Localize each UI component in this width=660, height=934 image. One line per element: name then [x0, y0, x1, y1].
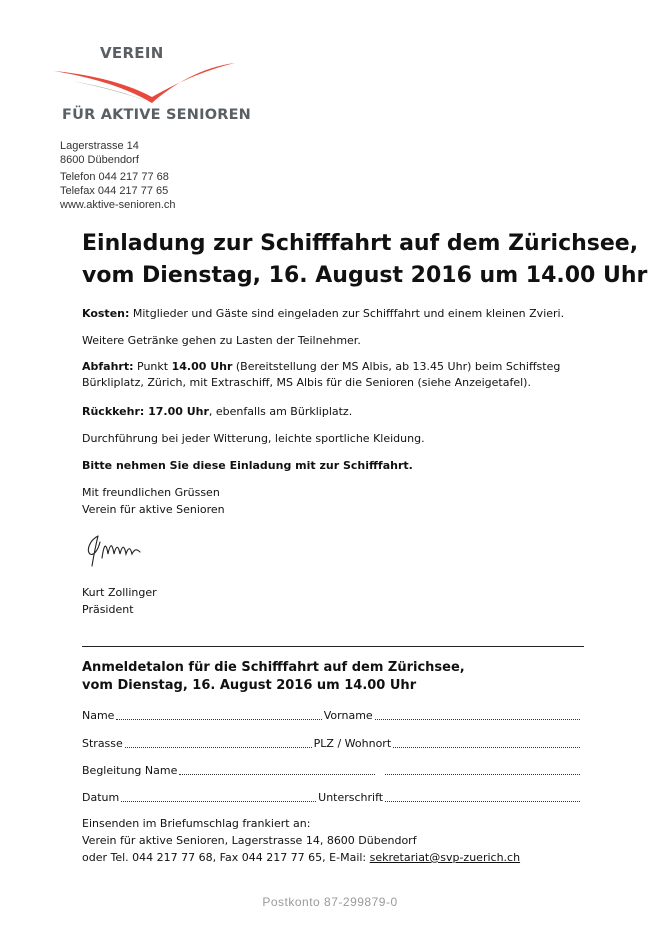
- name-field[interactable]: [116, 709, 321, 720]
- form-title-line2: vom Dienstag, 16. August 2016 um 14.00 Uhr: [82, 678, 417, 693]
- plz-label: PLZ / Wohnort: [313, 737, 392, 750]
- unterschrift-label: Unterschrift: [318, 791, 384, 804]
- vorname-field[interactable]: [375, 709, 580, 720]
- phone-number: Telefon 044 217 77 68: [60, 171, 169, 183]
- contact-prefix: oder Tel. 044 217 77 68, Fax 044 217 77 65, E-Mail:: [82, 851, 370, 864]
- logo-text-verein: VEREIN: [100, 44, 164, 62]
- abfahrt-text2: Bürkliplatz, Zürich, mit Extraschiff, MS Albis für die Senioren (siehe Anzeigetafel).: [82, 376, 531, 389]
- postkonto-footer: Postkonto 87-299879-0: [262, 895, 398, 909]
- name-label: Name: [82, 709, 115, 722]
- bitte-paragraph: Bitte nehmen Sie diese Einladung mit zur Schifffahrt.: [82, 459, 413, 472]
- abfahrt-pre: Punkt: [133, 360, 172, 373]
- signer-role: Präsident: [82, 603, 134, 616]
- invitation-title-line1: Einladung zur Schifffahrt auf dem Zürichsee,: [82, 231, 639, 256]
- unterschrift-field[interactable]: [385, 791, 580, 802]
- kosten-paragraph: [82, 306, 582, 322]
- datum-label: Datum: [82, 791, 120, 804]
- abfahrt-label: Abfahrt:: [82, 360, 134, 373]
- datum-field[interactable]: [121, 791, 316, 802]
- divider-line: [82, 646, 584, 647]
- plz-field[interactable]: [393, 737, 580, 748]
- email-link[interactable]: sekretariat@svp-zuerich.ch: [369, 851, 521, 864]
- begleitung-field[interactable]: [179, 764, 374, 775]
- getraenke-paragraph: Weitere Getränke gehen zu Lasten der Teilnehmer.: [82, 334, 361, 347]
- signer-name: Kurt Zollinger: [82, 586, 157, 599]
- kosten-text: Mitglieder und Gäste sind eingeladen zur Schifffahrt und einem kleinen Zvieri.: [129, 307, 565, 320]
- form-title-line1: Anmeldetalon für die Schifffahrt auf dem Zürichsee,: [82, 660, 465, 675]
- return-address: Verein für aktive Senioren, Lagerstrasse 14, 8600 Dübendorf: [82, 834, 417, 847]
- rueckkehr-label: Rückkehr: 17.00 Uhr: [82, 405, 209, 418]
- kosten-label: Kosten:: [82, 307, 130, 320]
- form-row-strasse: [82, 734, 582, 750]
- einsenden-text: Einsenden im Briefumschlag frankiert an:: [82, 817, 311, 830]
- strasse-label: Strasse: [82, 737, 123, 750]
- abfahrt-text1: (Bereitstellung der MS Albis, ab 13.45 Uhr) beim Schiffsteg: [232, 360, 561, 373]
- abfahrt-time: 14.00 Uhr: [171, 360, 233, 373]
- form-row-begleitung: [82, 761, 582, 777]
- durchfuehrung-paragraph: Durchführung bei jeder Witterung, leichte sportliche Kleidung.: [82, 432, 425, 445]
- vorname-label: Vorname: [323, 709, 373, 722]
- greeting-line2: Verein für aktive Senioren: [82, 503, 225, 516]
- abfahrt-paragraph: [82, 359, 582, 391]
- address-street: Lagerstrasse 14: [60, 140, 139, 152]
- strasse-field[interactable]: [125, 737, 312, 748]
- form-row-name: [82, 706, 582, 722]
- website-link[interactable]: www.aktive-senioren.ch: [60, 199, 176, 211]
- fax-number: Telefax 044 217 77 65: [60, 185, 169, 197]
- logo-text-senioren: FÜR AKTIVE SENIOREN: [62, 107, 252, 123]
- logo-swoosh-graphic: [52, 57, 237, 105]
- invitation-title-line2: vom Dienstag, 16. August 2016 um 14.00 Uhr: [82, 263, 648, 288]
- begleitung-label: Begleitung Name: [82, 764, 178, 777]
- rueckkehr-paragraph: [82, 404, 582, 420]
- rueckkehr-text: , ebenfalls am Bürkliplatz.: [208, 405, 353, 418]
- address-city: 8600 Dübendorf: [60, 154, 139, 166]
- contact-line: [82, 850, 582, 866]
- greeting-line1: Mit freundlichen Grüssen: [82, 486, 220, 499]
- begleitung-field-2[interactable]: [385, 764, 580, 775]
- form-row-datum: [82, 788, 582, 804]
- signature-graphic: [84, 532, 144, 572]
